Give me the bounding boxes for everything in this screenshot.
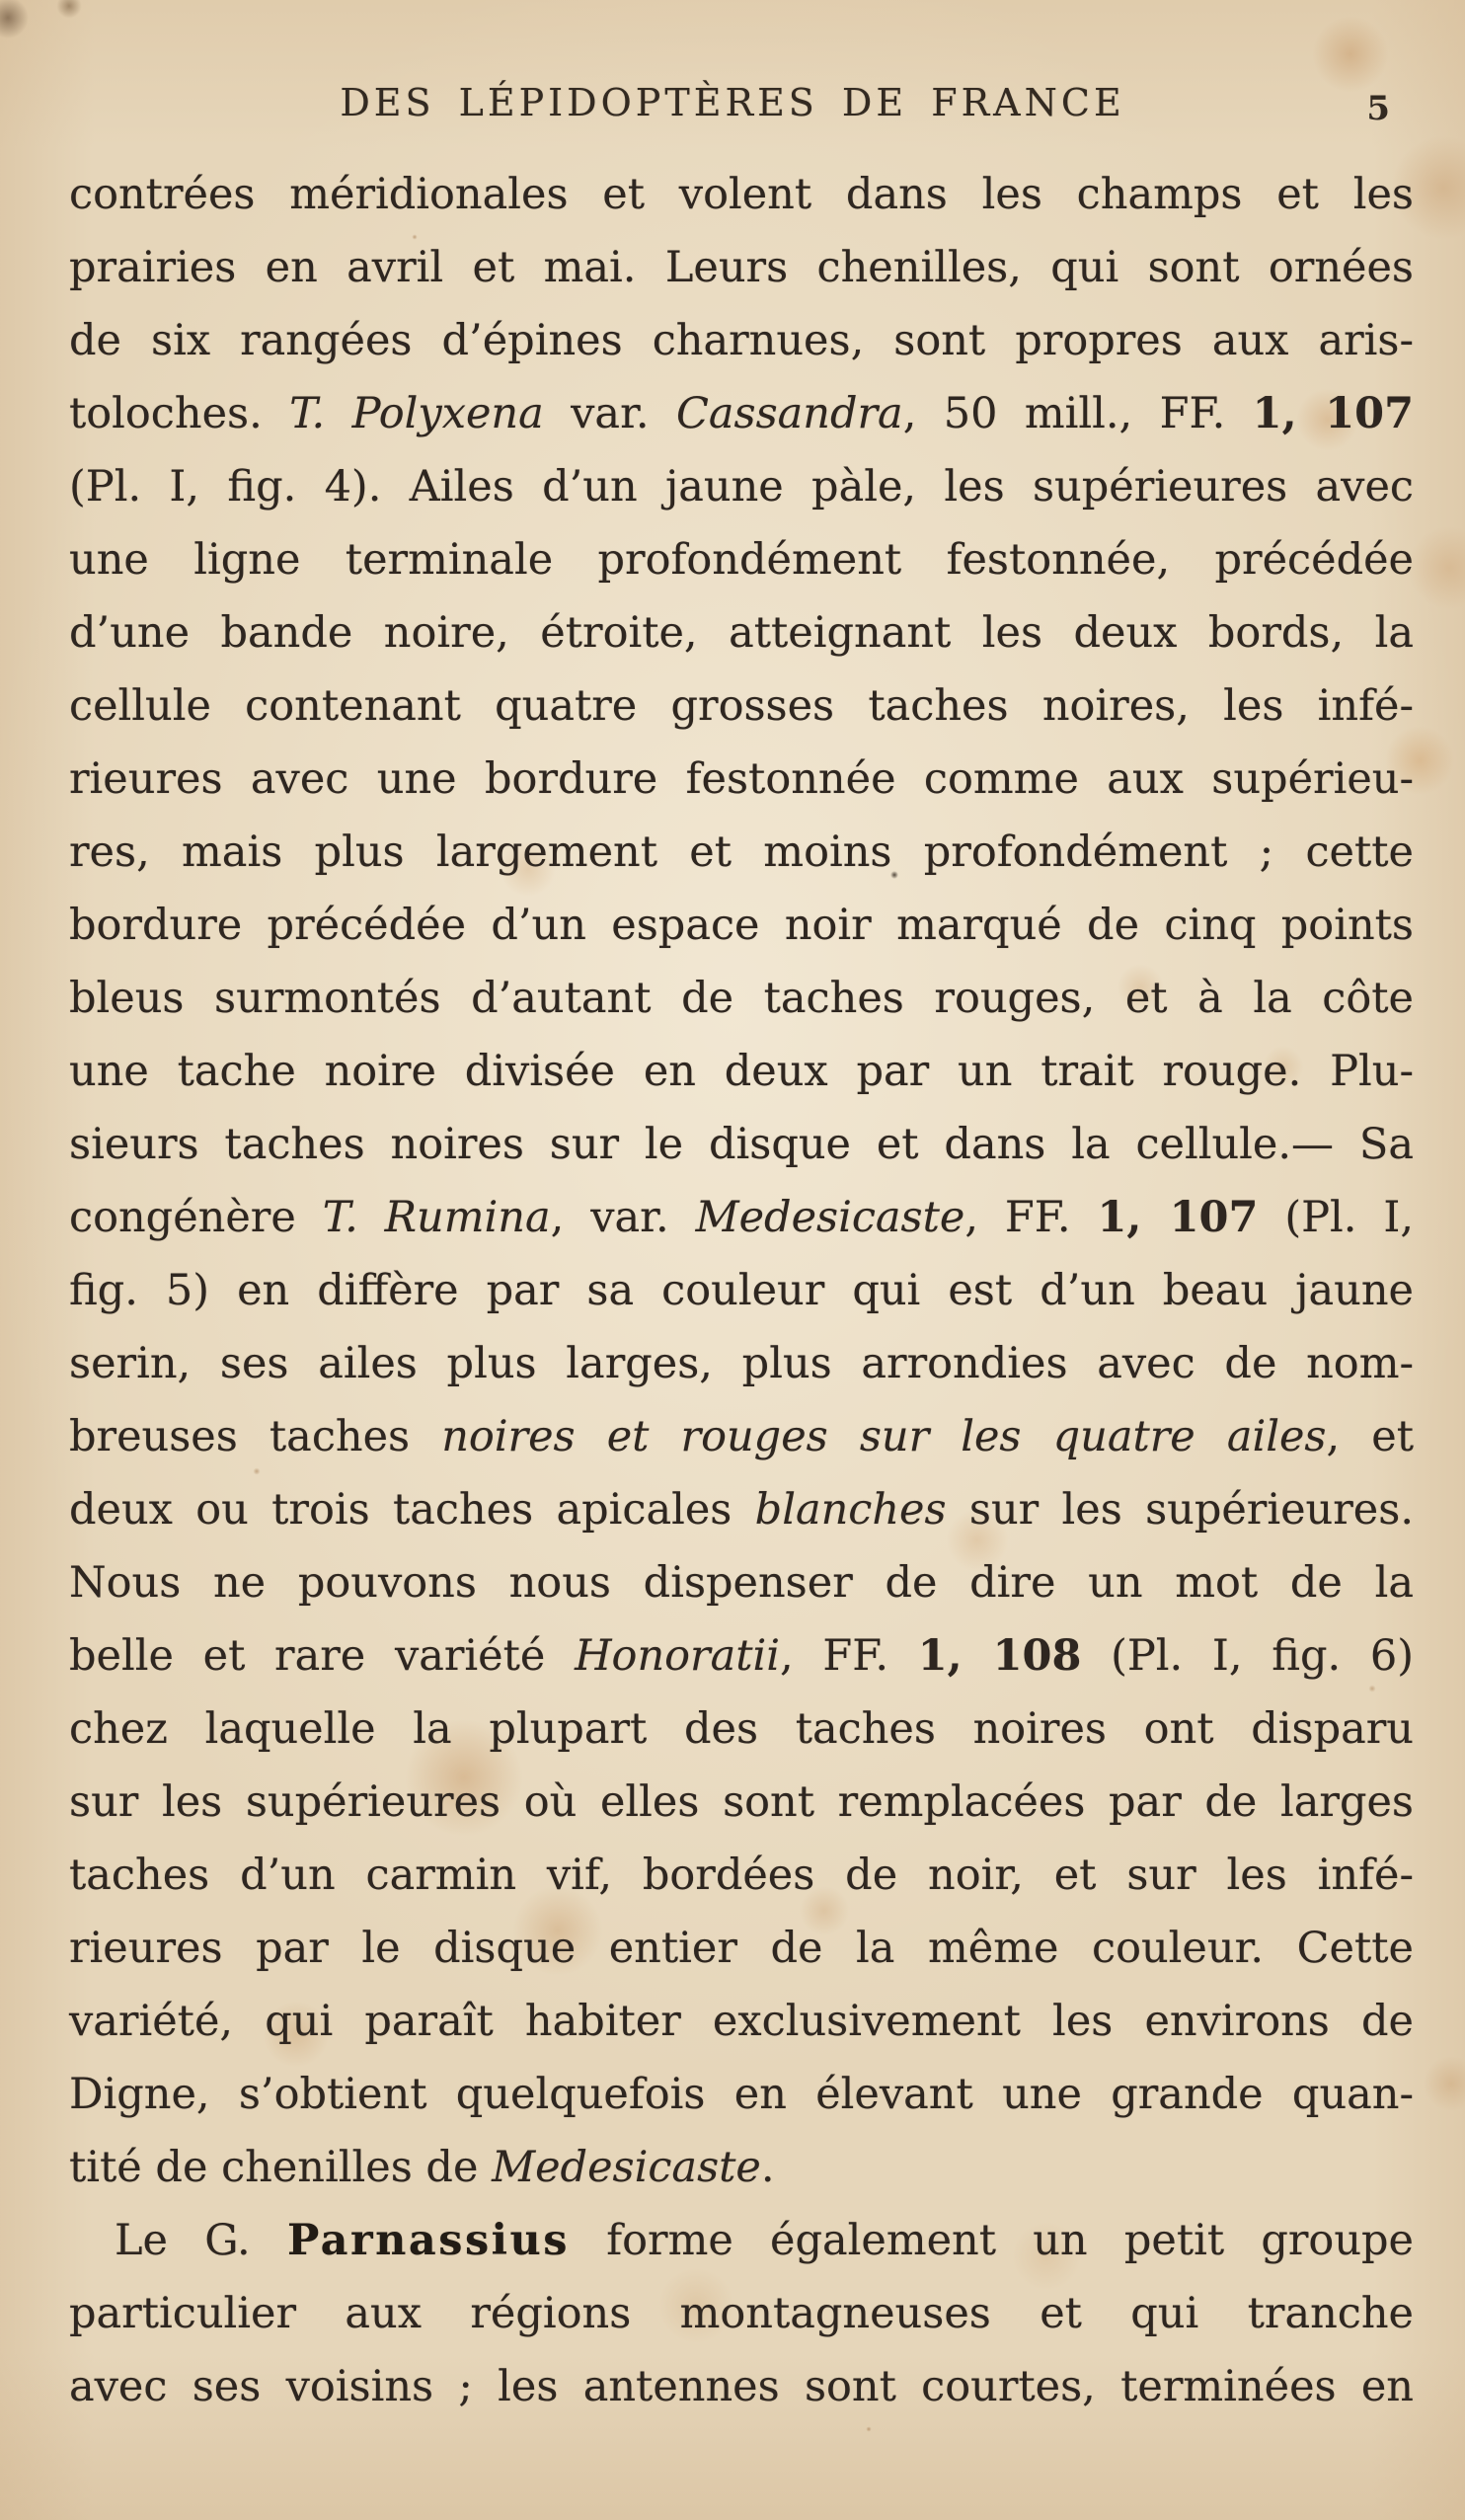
text-line xyxy=(69,523,1414,596)
text-segment: chez laquelle la plupart des taches noires ont disparu xyxy=(69,1704,1414,1754)
text-line xyxy=(69,889,1414,962)
text-segment: res, mais plus largement et moins profondément ; cette xyxy=(69,827,1414,877)
text-line xyxy=(69,743,1414,816)
text-line xyxy=(69,1327,1414,1400)
text-segment: taches d’un carmin vif, bordées de noir, et sur les infé- xyxy=(69,1851,1414,1900)
text-line xyxy=(69,1693,1414,1766)
text-segment-display: Parnassius xyxy=(286,2216,570,2265)
text-segment: rieures avec une bordure festonnée comme aux supérieu- xyxy=(69,754,1414,804)
text-segment: rieures par le disque entier de la même couleur. Cette xyxy=(69,1924,1414,1973)
text-segment: , FF. xyxy=(964,1193,1098,1242)
text-segment: Digne, s’obtient quelquefois en élevant une grande quan- xyxy=(69,2070,1414,2119)
text-segment-italic: T. Polyxena xyxy=(289,389,544,438)
text-line xyxy=(69,1181,1414,1254)
text-segment-italic: Medesicaste xyxy=(492,2143,761,2192)
text-line xyxy=(69,1546,1414,1619)
text-segment: , var. xyxy=(550,1193,696,1242)
text-segment-bold: 1, 107 xyxy=(1252,389,1414,438)
page-number: 5 xyxy=(1366,89,1390,128)
text-line xyxy=(69,1912,1414,1985)
text-line xyxy=(69,1766,1414,1839)
text-segment: , FF. xyxy=(780,1631,918,1681)
running-header xyxy=(0,0,1465,128)
text-segment: une tache noire divisée en deux par un trait rouge. Plu- xyxy=(69,1047,1414,1096)
text-line xyxy=(69,962,1414,1035)
text-segment: une ligne terminale profondément festonnée, précédée xyxy=(69,535,1414,585)
text-segment: breuses taches xyxy=(69,1412,442,1461)
text-segment: (Pl. I, fig. 6) xyxy=(1081,1631,1414,1681)
text-segment: deux ou trois taches apicales xyxy=(69,1485,755,1535)
text-line xyxy=(69,1035,1414,1108)
text-line xyxy=(69,1108,1414,1181)
text-segment: bordure précédée d’un espace noir marqué de cinq points xyxy=(69,901,1414,950)
text-segment: cellule contenant quatre grosses taches noires, les infé- xyxy=(69,681,1414,731)
text-segment-bold: 1, 108 xyxy=(917,1631,1082,1681)
text-segment: , 50 mill., FF. xyxy=(902,389,1253,438)
text-line xyxy=(69,1985,1414,2058)
text-segment: avec ses voisins ; les antennes sont courtes, terminées en xyxy=(69,2362,1414,2411)
text-line xyxy=(69,2277,1414,2350)
text-segment-italic: T. Rumina xyxy=(322,1193,551,1242)
text-segment: fig. 5) en diffère par sa couleur qui est d’un beau jaune xyxy=(69,1266,1414,1315)
text-line xyxy=(69,231,1414,304)
text-segment-italic: Honoratii xyxy=(575,1631,781,1681)
text-line xyxy=(69,1400,1414,1473)
text-segment: Nous ne pouvons nous dispenser de dire un mot de la xyxy=(69,1558,1414,1608)
text-line xyxy=(69,1254,1414,1327)
text-line xyxy=(69,2350,1414,2423)
text-segment: congénère xyxy=(69,1193,323,1242)
text-line xyxy=(69,2204,1414,2277)
text-segment: belle et rare variété xyxy=(69,1631,576,1681)
text-segment: (Pl. I, xyxy=(1258,1193,1415,1242)
text-line xyxy=(69,1619,1414,1693)
text-segment: variété, qui paraît habiter exclusivement les environs de xyxy=(69,1997,1414,2046)
text-segment: forme également un petit groupe xyxy=(569,2216,1414,2265)
text-segment-italic: blanches xyxy=(754,1485,947,1535)
text-segment-italic: noires et rouges sur les quatre ailes xyxy=(441,1412,1327,1461)
text-line xyxy=(69,377,1414,450)
text-segment: Le G. xyxy=(115,2216,287,2265)
text-line xyxy=(69,1839,1414,1912)
text-line xyxy=(69,2131,1414,2204)
text-segment-italic: Cassandra xyxy=(675,389,903,438)
text-segment-italic: Medesicaste xyxy=(695,1193,965,1242)
running-header-title: DES LÉPIDOPTÈRES DE FRANCE xyxy=(340,81,1125,124)
text-segment: d’une bande noire, étroite, atteignant les deux bords, la xyxy=(69,608,1414,658)
text-line xyxy=(69,669,1414,743)
text-segment: , et xyxy=(1326,1412,1414,1461)
text-segment: toloches. xyxy=(69,389,290,438)
text-segment: sur les supérieures où elles sont remplacées par de larges xyxy=(69,1777,1414,1827)
text-line xyxy=(69,450,1414,523)
text-segment: sur les supérieures. xyxy=(946,1485,1414,1535)
text-line xyxy=(69,1473,1414,1546)
text-line xyxy=(69,158,1414,231)
text-line xyxy=(69,2058,1414,2131)
text-segment: bleus surmontés d’autant de taches rouges, et à la côte xyxy=(69,974,1414,1023)
text-segment: var. xyxy=(543,389,676,438)
text-segment: sieurs taches noires sur le disque et dans la cellule.— Sa xyxy=(69,1120,1414,1169)
text-segment: . xyxy=(760,2143,775,2192)
text-segment: de six rangées d’épines charnues, sont propres aux aris- xyxy=(69,316,1414,365)
text-segment: (Pl. I, fig. 4). Ailes d’un jaune pàle, les supérieures avec xyxy=(69,462,1414,512)
text-line xyxy=(69,816,1414,889)
text-segment: contrées méridionales et volent dans les champs et les xyxy=(69,170,1414,219)
page-body-text xyxy=(0,158,1465,2423)
text-segment: prairies en avril et mai. Leurs chenilles, qui sont ornées xyxy=(69,243,1414,292)
text-line xyxy=(69,596,1414,669)
text-line xyxy=(69,304,1414,377)
text-segment: serin, ses ailes plus larges, plus arrondies avec de nom- xyxy=(69,1339,1414,1388)
text-segment: tité de chenilles de xyxy=(69,2143,493,2192)
text-segment: particulier aux régions montagneuses et qui tranche xyxy=(69,2289,1414,2338)
text-segment-bold: 1, 107 xyxy=(1097,1193,1259,1242)
